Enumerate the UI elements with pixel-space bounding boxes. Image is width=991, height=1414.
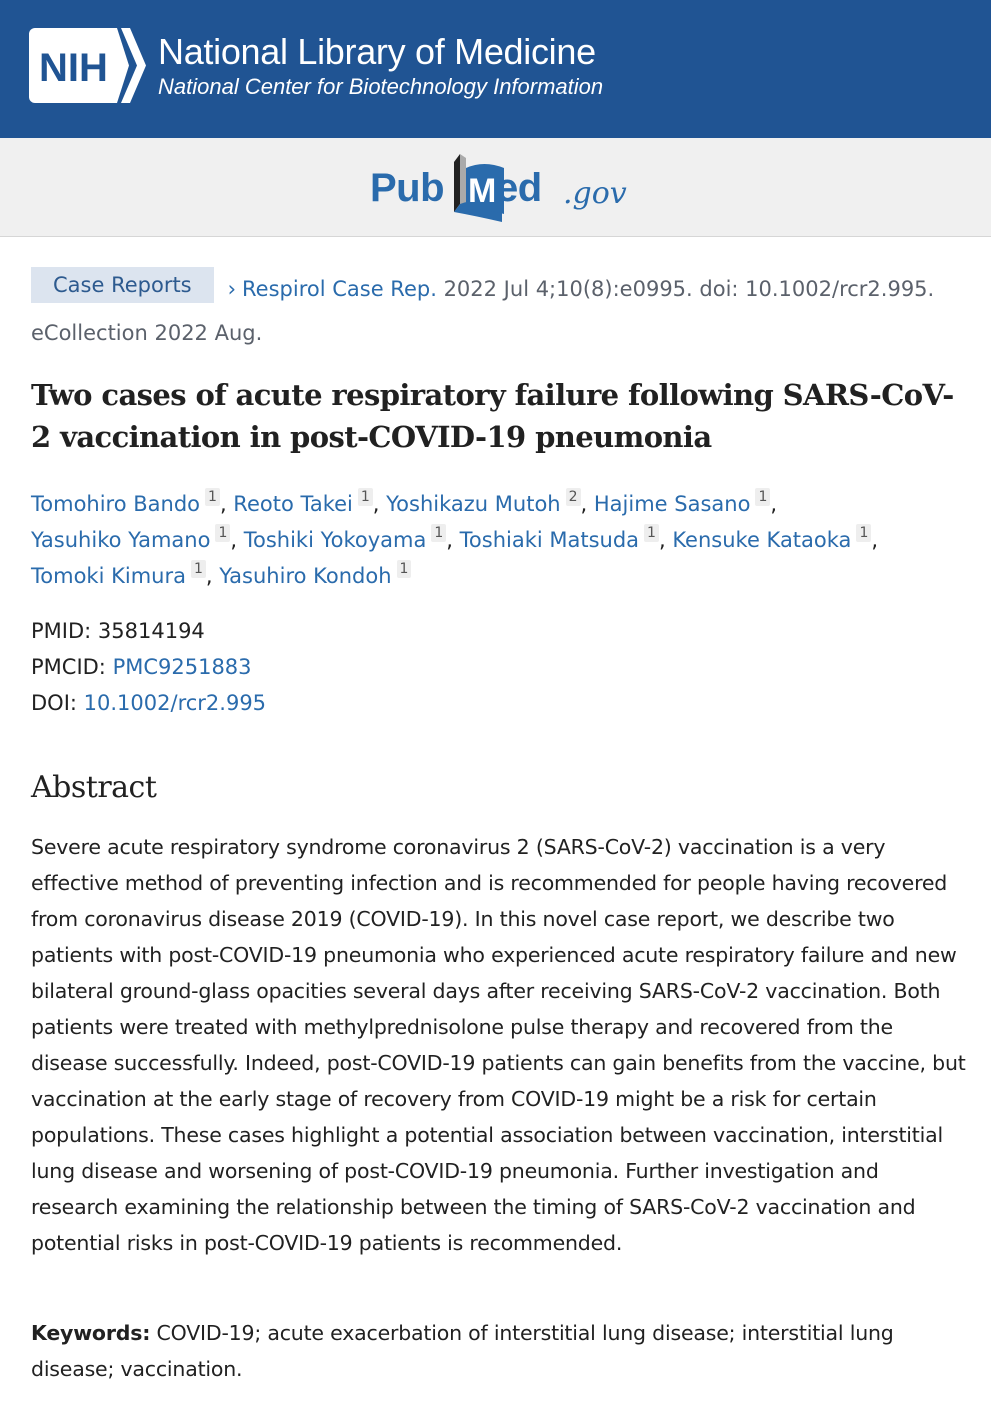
affiliation-marker[interactable]: 1 xyxy=(205,488,220,506)
publication-type-badge[interactable]: Case Reports xyxy=(31,267,214,303)
author-link[interactable]: Yasuhiko Yamano xyxy=(31,528,211,552)
pmid-value: 35814194 xyxy=(97,619,205,643)
author-link[interactable]: Tomohiro Bando xyxy=(31,492,201,516)
pmcid-label: PMCID: xyxy=(31,655,113,679)
article-title: Two cases of acute respiratory failure following SARS-CoV-2 vaccination in post-COVID-19 pneumonia xyxy=(31,378,954,454)
identifiers xyxy=(31,613,266,721)
pubmed-logo-gov: .gov xyxy=(563,176,627,211)
nih-header xyxy=(0,0,991,138)
affiliation-marker[interactable]: 1 xyxy=(191,560,206,578)
affiliation-marker[interactable]: 1 xyxy=(755,488,770,506)
doi-label: DOI: xyxy=(31,691,84,715)
svg-text:M: M xyxy=(468,172,497,210)
abstract-text: Severe acute respiratory syndrome coronavirus 2 (SARS-CoV-2) vaccination is a very effective method of preventing infection and is recommended for people having recovered from coronavirus disease 2019 (COVID-19). In this novel case report, we describe two patients with post-COVID-19 pneumonia who experienced acute respiratory failure and new bilateral ground-glass opacities several days after receiving SARS-CoV-2 vaccination. Both patients were treated with methylprednisolone pulse therapy and recovered from the disease successfully. Indeed, post-COVID-19 patients can gain benefits from the vaccine, but vaccination at the early stage of recovery from COVID-19 might be a risk for certain populations. These cases highlight a potential association between vaccination, interstitial lung disease and worsening of post-COVID-19 pneumonia. Further investigation and research examining the relationship between the timing of SARS-CoV-2 vaccination and potential risks in post-COVID-19 patients is recommended. xyxy=(31,835,966,1255)
author-link[interactable]: Kensuke Kataoka xyxy=(672,528,852,552)
author-separator: , xyxy=(658,528,673,552)
author-link[interactable]: Hajime Sasano xyxy=(593,492,751,516)
author-link[interactable]: Reoto Takei xyxy=(233,492,353,516)
pmcid-link[interactable]: PMC9251883 xyxy=(112,655,252,679)
affiliation-marker[interactable]: 1 xyxy=(358,488,373,506)
author-link[interactable]: Yoshikazu Mutoh xyxy=(386,492,561,516)
pubmed-header xyxy=(0,138,991,237)
author-separator: , xyxy=(580,492,594,516)
pmcid-row xyxy=(31,649,266,685)
author-separator: , xyxy=(871,528,879,552)
chevron-right-icon: › xyxy=(227,277,237,301)
author-separator: , xyxy=(372,492,387,516)
nih-title[interactable]: National Library of Medicine xyxy=(158,31,596,72)
doi-row xyxy=(31,685,266,721)
nih-logo-icon[interactable] xyxy=(29,28,147,103)
affiliation-marker[interactable]: 1 xyxy=(644,524,659,542)
nih-subtitle: National Center for Biotechnology Information xyxy=(158,74,604,99)
author-link[interactable]: Toshiki Yokoyama xyxy=(243,528,427,552)
journal-link[interactable]: Respirol Case Rep. xyxy=(242,277,437,301)
pmid-label: PMID: xyxy=(31,619,98,643)
affiliation-marker[interactable]: 1 xyxy=(215,524,230,542)
citation-line xyxy=(31,267,961,355)
author-separator: , xyxy=(230,528,244,552)
pubmed-logo[interactable] xyxy=(370,154,630,224)
affiliation-marker[interactable]: 1 xyxy=(856,524,871,542)
affiliation-marker[interactable]: 1 xyxy=(397,560,412,578)
svg-text:NIH: NIH xyxy=(39,46,108,90)
keywords-label: Keywords: xyxy=(31,1321,151,1345)
author-separator: , xyxy=(770,492,778,516)
pmid-row xyxy=(31,613,266,649)
author-link[interactable]: Toshiaki Matsuda xyxy=(459,528,640,552)
author-link[interactable]: Tomoki Kimura xyxy=(31,564,186,588)
pubmed-logo-pub: Pub xyxy=(370,166,445,210)
authors-list xyxy=(31,486,971,594)
abstract-heading: Abstract xyxy=(31,770,157,805)
author-separator: , xyxy=(446,528,460,552)
affiliation-marker[interactable]: 2 xyxy=(566,488,581,506)
keywords-text: COVID-19; acute exacerbation of interstitial lung disease; interstitial lung disease; vaccination. xyxy=(31,1321,894,1381)
pubmed-logo-ed: ed xyxy=(496,166,542,210)
author-separator: , xyxy=(219,492,234,516)
keywords xyxy=(31,1315,966,1387)
author-link[interactable]: Yasuhiro Kondoh xyxy=(219,564,392,588)
citation-details: 2022 Jul 4;10(8):e0995. doi: 10.1002/rcr2.995. eCollection 2022 Aug. xyxy=(31,277,935,345)
affiliation-marker[interactable]: 1 xyxy=(431,524,446,542)
author-separator: , xyxy=(205,564,220,588)
doi-link[interactable]: 10.1002/rcr2.995 xyxy=(83,691,267,715)
